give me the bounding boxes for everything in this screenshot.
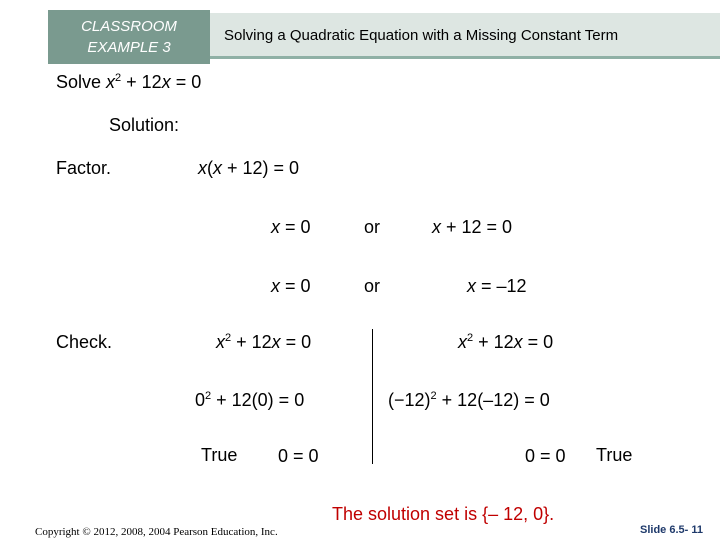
factor-paren: (: [207, 158, 213, 178]
problem-var: x: [106, 72, 116, 92]
row2-left-var: x: [271, 276, 280, 296]
check-left-sub-base: 0: [195, 390, 206, 410]
conclusion-text: The solution set is {– 12, 0}.: [332, 504, 555, 524]
check-right-sub-rest: + 12(–12) = 0: [436, 390, 550, 410]
problem-exp: 2: [115, 72, 122, 84]
problem-statement: [56, 72, 201, 93]
row1-left-var: x: [271, 217, 280, 237]
check-divider: [372, 329, 373, 464]
check-left-equation: [216, 332, 311, 353]
row2-left-rest: = 0: [280, 276, 311, 296]
check-right-true: True: [596, 445, 633, 465]
check-left-exp: 2: [225, 332, 232, 344]
badge-line-2: EXAMPLE 3: [87, 39, 171, 56]
factor-label: Factor.: [56, 158, 112, 178]
check-right-substitution: [388, 390, 550, 411]
check-right-sub-exp: 2: [430, 390, 437, 402]
example-badge: [48, 10, 210, 64]
check-left-true: True: [201, 445, 238, 465]
row1-left: [271, 217, 311, 238]
check-right-var: x: [458, 332, 467, 352]
row2-or: or: [364, 276, 381, 296]
row1-right-var: x: [432, 217, 441, 237]
check-left-substitution: [195, 390, 304, 411]
row2-right-var: x: [467, 276, 476, 296]
row1-or: or: [364, 217, 381, 237]
problem-rhs: = 0: [170, 72, 202, 92]
row1-left-rest: = 0: [280, 217, 311, 237]
row2-right-rest: = –12: [476, 276, 527, 296]
row1-right-rest: + 12 = 0: [441, 217, 513, 237]
check-right-rhs: = 0: [522, 332, 554, 352]
header-title: Solving a Quadratic Equation with a Missing Constant Term: [224, 27, 619, 44]
row1-right: [432, 217, 512, 238]
factor-var-b: x: [213, 158, 222, 178]
check-right-sub-base: (−12): [388, 390, 431, 410]
check-right-var2: x: [513, 332, 523, 352]
check-left-rhs: = 0: [280, 332, 312, 352]
badge-line-1: CLASSROOM: [81, 18, 177, 35]
slide-number: Slide 6.5- 11: [640, 524, 703, 536]
copyright-notice: Copyright © 2012, 2008, 2004 Pearson Education, Inc.: [35, 526, 278, 538]
factor-var-a: x: [198, 158, 207, 178]
factor-expression: [198, 158, 299, 179]
check-left-sub-rest: + 12(0) = 0: [211, 390, 305, 410]
solution-label: Solution:: [109, 115, 180, 135]
factor-rest: + 12) = 0: [222, 158, 300, 178]
row2-right: [467, 276, 527, 297]
check-label: Check.: [56, 332, 113, 352]
check-right-result: 0 = 0: [525, 446, 566, 466]
problem-var2: x: [161, 72, 171, 92]
check-left-var2: x: [271, 332, 281, 352]
check-left-mid: + 12: [231, 332, 272, 352]
check-right-equation: [458, 332, 553, 353]
check-right-mid: + 12: [473, 332, 514, 352]
check-right-exp: 2: [467, 332, 474, 344]
row2-left: [271, 276, 311, 297]
check-left-sub-exp: 2: [205, 390, 212, 402]
problem-plus: + 12: [121, 72, 162, 92]
check-left-result: 0 = 0: [278, 446, 319, 466]
check-left-var: x: [216, 332, 225, 352]
problem-prefix: Solve: [56, 72, 107, 92]
